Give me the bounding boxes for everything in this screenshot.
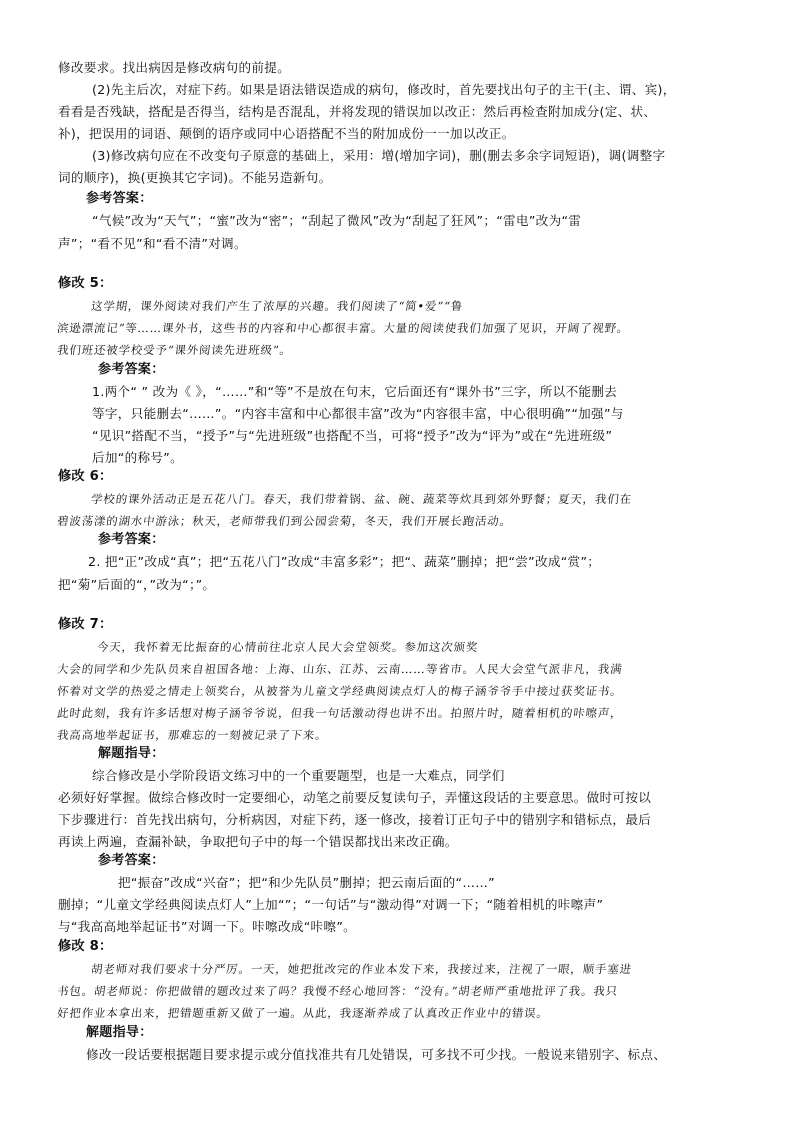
handwritten-line: 这学期，课外阅读对我们产生了浓厚的兴趣。我们阅读了“简•爱”“鲁 <box>90 299 464 313</box>
handwritten-line: 此时此刻，我有许多话想对梅子涵爷爷说，但我一句话激动得也讲不出。拍照片时，随着相机的咔嚓声， <box>56 706 624 720</box>
reference-answer-heading: 参考答案： <box>86 191 153 206</box>
section-heading-8: 修改 8： <box>58 939 113 954</box>
text-line: 词的顺序)，换(更换其它字词)。不能另造新句。 <box>58 170 332 185</box>
text-line: 必须好好掌握。做综合修改时一定要细心，动笔之前要反复读句子，弄懂这段话的主要意思。做时可按以 <box>58 790 652 805</box>
text-line: 等字，只能删去“……”。“内容丰富和中心都很丰富”改为“内容很丰富，中心很明确”“加强”与 <box>92 406 624 421</box>
handwritten-line: 碧波荡漾的湖水中游泳；秋天，老师带我们到公园尝菊，冬天，我们开展长跑活动。 <box>56 514 513 528</box>
text-line: 看看是否残缺，搭配是否得当，结构是否混乱，并将发现的错误加以改正：然后再检查附加成分(定、状、 <box>58 104 657 119</box>
text-line: 后加“的称号”。 <box>92 450 184 465</box>
text-line: (3)修改病句应在不改变句子原意的基础上，采用：增(增加字词)，删(删去多余字词短语)，调(调整字 <box>92 148 666 163</box>
text-line: 1.两个“ ” 改为《 》，“……”和“等”不是放在句末，它后面还有“课外书”三字，所以不能删去 <box>92 384 618 399</box>
text-line: 再读上两遍，查漏补缺，争取把句子中的每一个错误都找出来改正确。 <box>58 834 458 849</box>
text-line: 修改要求。找出病因是修改病句的前提。 <box>58 60 291 75</box>
handwritten-line: 书包。胡老师说：你把做错的题改过来了吗？我慢不经心地回答：“没有。”胡老师严重地批评了我。我只 <box>56 984 619 998</box>
guidance-heading: 解题指导： <box>86 1025 153 1040</box>
reference-answer-heading: 参考答案： <box>98 853 165 868</box>
text-line: 2. 把“正”改成“真”；把“五花八门”改成“丰富多彩”；把“、蔬菜”删掉；把“尝”改成“赏”； <box>88 554 601 569</box>
text-line: (2)先主后次，对症下药。如果是语法错误造成的病句，修改时，首先要找出句子的主干(主、谓、宾)， <box>92 82 676 97</box>
handwritten-line: 我高高地举起证书，那难忘的一刻被记录了下来。 <box>56 728 329 742</box>
reference-answer-heading: 参考答案： <box>98 362 165 377</box>
text-line: 声”；“看不见”和“看不清”对调。 <box>58 236 247 251</box>
text-line: 下步骤进行：首先找出病句，分析病因，对症下药，逐一修改，接着订正句子中的错别字和错标点，最后 <box>58 812 652 827</box>
reference-answer-heading: 参考答案： <box>98 532 165 547</box>
guidance-heading: 解题指导： <box>98 746 165 761</box>
section-heading-6: 修改 6： <box>58 469 113 484</box>
text-line: 与“我高高地举起证书”对调一下。咔嚓改成“咔嚓”。 <box>58 919 357 934</box>
text-line: 把“菊”后面的“，”改为“；”。 <box>58 577 216 592</box>
handwritten-line: 学校的课外活动正是五花八门。春天，我们带着锅、盆、碗、蔬菜等炊具到郊外野餐；夏天，我们在 <box>90 492 633 506</box>
handwritten-line: 好把作业本拿出来，把错题重新又做了一遍。从此，我逐渐养成了认真改正作业中的错误。 <box>56 1006 550 1020</box>
handwritten-line: 大会的同学和少先队员来自祖国各地：上海、山东、江苏、云南……等省市。人民大会堂气派非凡，我满 <box>56 662 624 676</box>
text-line: 把“振奋”改成“兴奋”；把“和少先队员”删掉；把云南后面的“……” <box>118 875 495 890</box>
text-line: 综合修改是小学阶段语文练习中的一个重要题型，也是一大难点，同学们 <box>92 768 505 783</box>
text-line: 补)，把误用的词语、颠倒的语序或同中心语搭配不当的附加成份一一加以改正。 <box>58 126 515 141</box>
handwritten-line: 我们班还被学校受予“课外阅读先进班级”。 <box>56 343 293 357</box>
text-line: “气候”改为“天气”；“蜜”改为“密”；“刮起了微风”改为“刮起了狂风”；“雷电”改为“雷 <box>92 213 582 228</box>
section-heading-5: 修改 5： <box>58 276 113 291</box>
handwritten-line: 胡老师对我们要求十分严厉。一天，她把批改完的作业本发下来，我接过来，注视了一眼，顺手塞进 <box>90 962 633 976</box>
text-line: 修改一段话要根据题目要求提示或分值找准共有几处错误，可多找不可少找。一般说来错别字、标点、 <box>86 1047 667 1062</box>
handwritten-line: 怀着对文学的热爱之情走上领奖台，从被誉为儿童文学经典阅读点灯人的梅子涵爷爷手中接过获奖证书。 <box>56 684 624 698</box>
text-line: 删掉；“儿童文学经典阅读点灯人”上加“”；“一句话”与“激动得”对调一下；“随着相机的咔嚓声” <box>58 897 604 912</box>
section-heading-7: 修改 7： <box>58 617 113 632</box>
handwritten-line: 今天，我怀着无比振奋的心情前往北京人民大会堂领奖。参加这次颁奖 <box>96 640 479 654</box>
text-line: “见识”搭配不当，“授予”与“先进班级”也搭配不当，可将“授予”改为“评为”或在“先进班级” <box>92 428 613 443</box>
handwritten-line: 滨逊漂流记”等……课外书，这些书的内容和中心都很丰富。大量的阅读使我们加强了见识，开阔了视野。 <box>56 321 631 335</box>
